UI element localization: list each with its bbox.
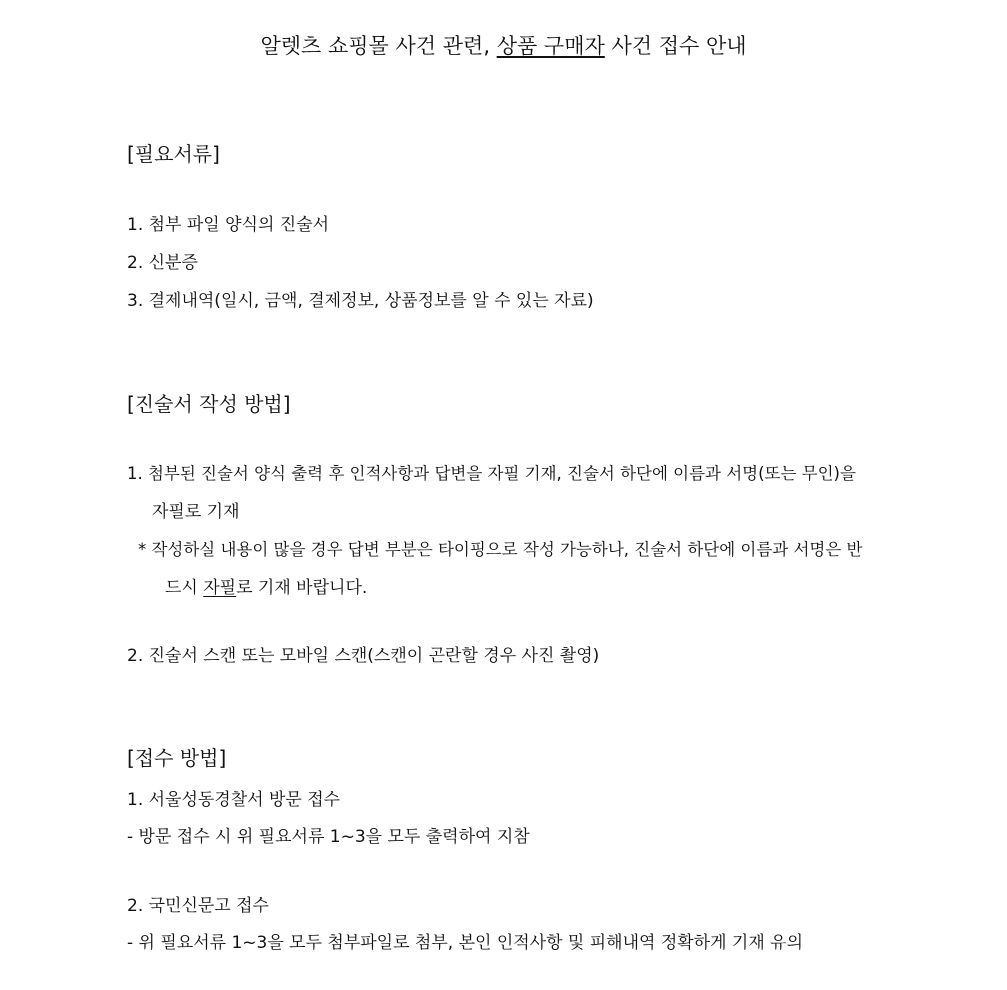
statement-note-line-1: * 작성하실 내용이 많을 경우 답변 부분은 타이핑으로 작성 가능하나, 진술서 하단에 이름과 서명은 반 <box>138 540 863 559</box>
documents-item-2: 2. 신분증 <box>127 253 198 273</box>
submission-item-1: 1. 서울성동경찰서 방문 접수 <box>127 790 341 810</box>
page-title <box>0 32 1007 60</box>
statement-item-2: 2. 진술서 스캔 또는 모바일 스캔(스캔이 곤란할 경우 사진 촬영) <box>127 646 600 666</box>
note-line2-underlined: 자필 <box>203 578 237 598</box>
statement-item-1-line-2: 자필로 기재 <box>152 502 240 522</box>
title-part1: 알렛츠 쇼핑몰 사건 관련, <box>260 34 497 58</box>
note-line2-post: 로 기재 바랍니다. <box>236 578 368 598</box>
submission-item-2-detail: - 위 필요서류 1~3을 모두 첨부파일로 첨부, 본인 인적사항 및 피해내역 정확하게 기재 유의 <box>127 933 804 953</box>
submission-item-1-detail: - 방문 접수 시 위 필요서류 1~3을 모두 출력하여 지참 <box>127 827 530 847</box>
title-underlined: 상품 구매자 <box>496 34 605 58</box>
submission-item-2: 2. 국민신문고 접수 <box>127 896 269 916</box>
documents-item-3: 3. 결제내역(일시, 금액, 결제정보, 상품정보를 알 수 있는 자료) <box>127 291 594 311</box>
statement-note-line-2 <box>165 577 367 599</box>
submission-heading: [접수 방법] <box>127 746 227 770</box>
documents-heading: [필요서류] <box>127 142 220 166</box>
title-part2: 사건 접수 안내 <box>604 34 747 58</box>
documents-item-1: 1. 첨부 파일 양식의 진술서 <box>127 215 330 235</box>
statement-item-1-line-1: 1. 첨부된 진술서 양식 출력 후 인적사항과 답변을 자필 기재, 진술서 하단에 이름과 서명(또는 무인)을 <box>127 464 856 483</box>
note-line2-pre: 드시 <box>165 578 204 598</box>
statement-heading: [진술서 작성 방법] <box>127 392 291 416</box>
